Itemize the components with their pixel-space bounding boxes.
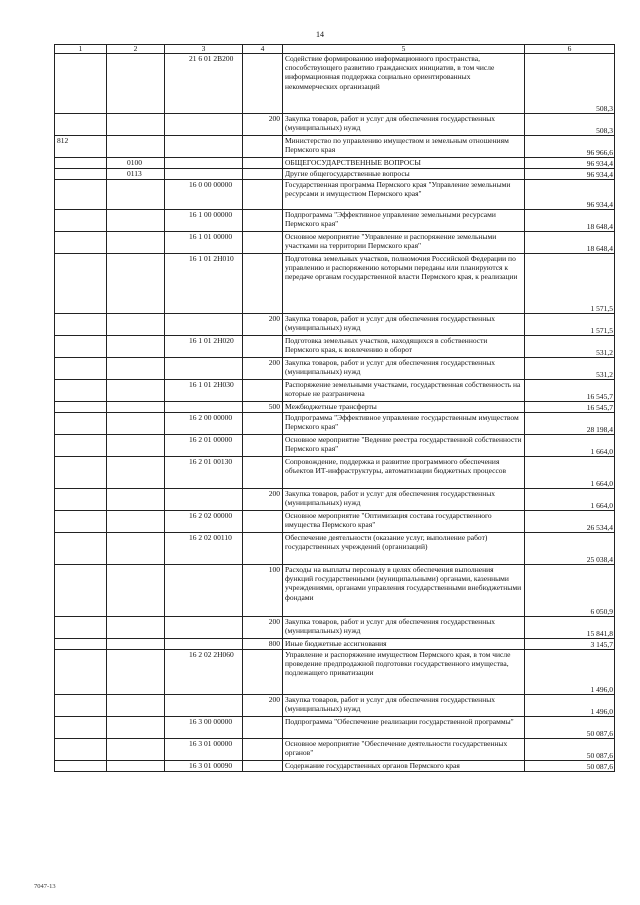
table-row <box>55 169 615 180</box>
cell-description: Содействие формированию информационного пространства, способствующего развитию гражданских инициатив, в том числе информационная поддержка социально ориентированных некоммерческих организаций <box>283 54 525 114</box>
table-row <box>55 511 615 533</box>
cell-target-code <box>165 169 243 180</box>
cell-section-code <box>107 254 165 314</box>
table-row <box>55 232 615 254</box>
cell-description: Сопровождение, поддержка и развитие программного обеспечения объектов ИТ-инфраструктуры, автоматизации бюджетных процессов <box>283 457 525 489</box>
cell-amount: 18 648,4 <box>525 232 615 254</box>
cell-ministry-code <box>55 232 107 254</box>
cell-section-code <box>107 650 165 695</box>
cell-section-code: 0100 <box>107 158 165 169</box>
cell-amount: 1 664,0 <box>525 457 615 489</box>
cell-section-code <box>107 617 165 639</box>
cell-target-code: 16 1 01 2Н030 <box>165 380 243 402</box>
cell-section-code <box>107 232 165 254</box>
table-row <box>55 695 615 717</box>
cell-section-code <box>107 136 165 158</box>
cell-expense-type <box>243 210 283 232</box>
cell-ministry-code <box>55 210 107 232</box>
cell-expense-type <box>243 180 283 210</box>
cell-description: Основное мероприятие "Ведение реестра государственной собственности Пермского края" <box>283 435 525 457</box>
cell-ministry-code <box>55 695 107 717</box>
cell-expense-type <box>243 717 283 739</box>
cell-description: Закупка товаров, работ и услуг для обеспечения государственных (муниципальных) нужд <box>283 617 525 639</box>
cell-amount: 508,3 <box>525 54 615 114</box>
cell-expense-type: 200 <box>243 314 283 336</box>
cell-ministry-code <box>55 180 107 210</box>
table-row <box>55 158 615 169</box>
cell-amount: 50 087,6 <box>525 717 615 739</box>
cell-expense-type: 200 <box>243 489 283 511</box>
cell-target-code <box>165 314 243 336</box>
table-row <box>55 761 615 772</box>
cell-ministry-code <box>55 717 107 739</box>
cell-description: Подпрограмма "Эффективное управление государственным имуществом Пермского края" <box>283 413 525 435</box>
cell-target-code <box>165 617 243 639</box>
cell-description: Подготовка земельных участков, находящихся в собственности Пермского края, к вовлечению в оборот <box>283 336 525 358</box>
cell-description: Основное мероприятие "Обеспечение деятельности государственных органов" <box>283 739 525 761</box>
cell-amount: 1 664,0 <box>525 489 615 511</box>
cell-section-code <box>107 761 165 772</box>
cell-ministry-code <box>55 533 107 565</box>
cell-amount: 18 648,4 <box>525 210 615 232</box>
cell-target-code <box>165 114 243 136</box>
cell-section-code <box>107 739 165 761</box>
cell-amount: 96 934,4 <box>525 180 615 210</box>
cell-ministry-code <box>55 158 107 169</box>
cell-amount: 6 050,9 <box>525 565 615 617</box>
cell-description: Министерство по управлению имуществом и земельным отношениям Пермского края <box>283 136 525 158</box>
cell-amount: 28 198,4 <box>525 413 615 435</box>
cell-ministry-code <box>55 336 107 358</box>
table-row <box>55 489 615 511</box>
table-row <box>55 114 615 136</box>
cell-section-code <box>107 435 165 457</box>
cell-description: ОБЩЕГОСУДАРСТВЕННЫЕ ВОПРОСЫ <box>283 158 525 169</box>
cell-expense-type <box>243 336 283 358</box>
cell-expense-type <box>243 232 283 254</box>
cell-description: Подпрограмма "Эффективное управление земельными ресурсами Пермского края" <box>283 210 525 232</box>
column-number: 5 <box>283 45 525 54</box>
table-row <box>55 210 615 232</box>
cell-section-code <box>107 54 165 114</box>
cell-expense-type <box>243 380 283 402</box>
table-row <box>55 336 615 358</box>
cell-amount: 50 087,6 <box>525 739 615 761</box>
cell-description: Закупка товаров, работ и услуг для обеспечения государственных (муниципальных) нужд <box>283 114 525 136</box>
table-row <box>55 739 615 761</box>
cell-amount: 508,3 <box>525 114 615 136</box>
cell-target-code: 16 2 01 00130 <box>165 457 243 489</box>
cell-expense-type <box>243 54 283 114</box>
cell-target-code <box>165 158 243 169</box>
column-number: 6 <box>525 45 615 54</box>
cell-target-code: 16 2 02 00110 <box>165 533 243 565</box>
cell-section-code <box>107 210 165 232</box>
cell-ministry-code <box>55 413 107 435</box>
cell-expense-type <box>243 435 283 457</box>
cell-target-code <box>165 136 243 158</box>
cell-ministry-code <box>55 54 107 114</box>
cell-section-code <box>107 180 165 210</box>
cell-amount: 1 664,0 <box>525 435 615 457</box>
cell-ministry-code <box>55 314 107 336</box>
page-number: 14 <box>316 30 324 39</box>
cell-ministry-code <box>55 114 107 136</box>
cell-target-code: 16 3 01 00000 <box>165 739 243 761</box>
cell-expense-type: 500 <box>243 402 283 413</box>
cell-target-code <box>165 695 243 717</box>
cell-target-code: 16 2 00 00000 <box>165 413 243 435</box>
cell-ministry-code <box>55 511 107 533</box>
cell-target-code: 16 2 01 00000 <box>165 435 243 457</box>
cell-description: Межбюджетные трансферты <box>283 402 525 413</box>
cell-amount: 16 545,7 <box>525 380 615 402</box>
cell-description: Закупка товаров, работ и услуг для обеспечения государственных (муниципальных) нужд <box>283 695 525 717</box>
cell-expense-type <box>243 254 283 314</box>
cell-amount: 1 571,5 <box>525 314 615 336</box>
table-row <box>55 457 615 489</box>
cell-amount: 1 571,5 <box>525 254 615 314</box>
cell-expense-type: 800 <box>243 639 283 650</box>
cell-expense-type <box>243 533 283 565</box>
column-number: 2 <box>107 45 165 54</box>
column-number: 3 <box>165 45 243 54</box>
cell-expense-type: 100 <box>243 565 283 617</box>
cell-expense-type: 200 <box>243 617 283 639</box>
cell-ministry-code <box>55 489 107 511</box>
table-row <box>55 717 615 739</box>
cell-description: Закупка товаров, работ и услуг для обеспечения государственных (муниципальных) нужд <box>283 358 525 380</box>
footer-document-code: 7047-13 <box>34 883 56 890</box>
cell-amount: 1 496,0 <box>525 650 615 695</box>
cell-target-code: 16 1 01 00000 <box>165 232 243 254</box>
table-row <box>55 254 615 314</box>
cell-target-code: 16 3 00 00000 <box>165 717 243 739</box>
cell-expense-type <box>243 457 283 489</box>
cell-amount: 50 087,6 <box>525 761 615 772</box>
cell-amount: 531,2 <box>525 358 615 380</box>
cell-section-code <box>107 489 165 511</box>
cell-target-code: 16 2 02 2Н060 <box>165 650 243 695</box>
cell-expense-type <box>243 761 283 772</box>
cell-description: Подготовка земельных участков, полномочия Российской Федерации по управлению и распоряжению которыми переданы или планируются к передаче органам государственной власти Пермского края, к реализации <box>283 254 525 314</box>
cell-section-code <box>107 695 165 717</box>
cell-expense-type: 200 <box>243 114 283 136</box>
cell-description: Управление и распоряжение имуществом Пермского края, в том числе проведение предпродажной подготовки государственного имущества, подлежащего приватизации <box>283 650 525 695</box>
cell-amount: 96 966,6 <box>525 136 615 158</box>
cell-section-code <box>107 336 165 358</box>
cell-ministry-code: 812 <box>55 136 107 158</box>
cell-ministry-code <box>55 761 107 772</box>
cell-amount: 25 038,4 <box>525 533 615 565</box>
table-row <box>55 639 615 650</box>
column-number: 4 <box>243 45 283 54</box>
cell-section-code <box>107 358 165 380</box>
cell-expense-type <box>243 136 283 158</box>
cell-section-code <box>107 717 165 739</box>
table-row <box>55 435 615 457</box>
cell-expense-type <box>243 739 283 761</box>
cell-amount: 15 841,8 <box>525 617 615 639</box>
cell-target-code: 16 1 00 00000 <box>165 210 243 232</box>
cell-amount: 3 145,7 <box>525 639 615 650</box>
cell-expense-type <box>243 413 283 435</box>
cell-amount: 16 545,7 <box>525 402 615 413</box>
cell-ministry-code <box>55 358 107 380</box>
table-row <box>55 650 615 695</box>
cell-target-code <box>165 358 243 380</box>
cell-target-code <box>165 565 243 617</box>
cell-section-code <box>107 314 165 336</box>
cell-description: Распоряжение земельными участками, государственная собственность на которые не разграничена <box>283 380 525 402</box>
cell-ministry-code <box>55 380 107 402</box>
cell-target-code: 16 2 02 00000 <box>165 511 243 533</box>
cell-target-code: 16 3 01 00090 <box>165 761 243 772</box>
cell-ministry-code <box>55 650 107 695</box>
table-row <box>55 358 615 380</box>
table-row <box>55 617 615 639</box>
cell-description: Основное мероприятие "Оптимизация состава государственного имущества Пермского края" <box>283 511 525 533</box>
cell-ministry-code <box>55 617 107 639</box>
cell-amount: 531,2 <box>525 336 615 358</box>
table-row <box>55 380 615 402</box>
cell-description: Закупка товаров, работ и услуг для обеспечения государственных (муниципальных) нужд <box>283 489 525 511</box>
cell-expense-type: 200 <box>243 358 283 380</box>
cell-ministry-code <box>55 254 107 314</box>
column-number: 1 <box>55 45 107 54</box>
cell-expense-type <box>243 158 283 169</box>
cell-description: Расходы на выплаты персоналу в целях обеспечения выполнения функций государственными (муниципальными) органами, казенными учреждениями, органами управления государственными внебюджетными фондами <box>283 565 525 617</box>
cell-target-code: 21 6 01 2В200 <box>165 54 243 114</box>
cell-ministry-code <box>55 565 107 617</box>
cell-section-code <box>107 380 165 402</box>
cell-expense-type <box>243 511 283 533</box>
cell-target-code <box>165 402 243 413</box>
cell-amount: 96 934,4 <box>525 158 615 169</box>
cell-description: Другие общегосударственные вопросы <box>283 169 525 180</box>
cell-description: Обеспечение деятельности (оказание услуг, выполнение работ) государственных учреждений (организаций) <box>283 533 525 565</box>
cell-section-code <box>107 114 165 136</box>
cell-section-code <box>107 565 165 617</box>
cell-section-code <box>107 402 165 413</box>
cell-section-code <box>107 413 165 435</box>
table-row <box>55 136 615 158</box>
cell-section-code <box>107 533 165 565</box>
table-row <box>55 533 615 565</box>
cell-target-code: 16 1 01 2Н010 <box>165 254 243 314</box>
cell-ministry-code <box>55 639 107 650</box>
table-row <box>55 565 615 617</box>
cell-section-code <box>107 639 165 650</box>
cell-target-code: 16 1 01 2Н020 <box>165 336 243 358</box>
cell-ministry-code <box>55 457 107 489</box>
cell-target-code <box>165 639 243 650</box>
cell-ministry-code <box>55 739 107 761</box>
cell-expense-type: 200 <box>243 695 283 717</box>
cell-section-code: 0113 <box>107 169 165 180</box>
cell-target-code: 16 0 00 00000 <box>165 180 243 210</box>
cell-ministry-code <box>55 402 107 413</box>
cell-description: Содержание государственных органов Пермского края <box>283 761 525 772</box>
cell-description: Государственная программа Пермского края "Управление земельными ресурсами и имуществом Пермского края" <box>283 180 525 210</box>
cell-ministry-code <box>55 169 107 180</box>
cell-amount: 26 534,4 <box>525 511 615 533</box>
cell-target-code <box>165 489 243 511</box>
cell-expense-type <box>243 650 283 695</box>
table-row <box>55 180 615 210</box>
column-number-row <box>55 45 615 54</box>
table-row <box>55 54 615 114</box>
table-row <box>55 314 615 336</box>
cell-amount: 1 496,0 <box>525 695 615 717</box>
cell-section-code <box>107 511 165 533</box>
cell-amount: 96 934,4 <box>525 169 615 180</box>
table-row <box>55 413 615 435</box>
cell-ministry-code <box>55 435 107 457</box>
cell-description: Закупка товаров, работ и услуг для обеспечения государственных (муниципальных) нужд <box>283 314 525 336</box>
cell-description: Иные бюджетные ассигнования <box>283 639 525 650</box>
cell-description: Подпрограмма "Обеспечение реализации государственной программы" <box>283 717 525 739</box>
cell-section-code <box>107 457 165 489</box>
cell-description: Основное мероприятие "Управление и распоряжение земельными участками на территории Пермского края" <box>283 232 525 254</box>
cell-expense-type <box>243 169 283 180</box>
budget-table <box>54 44 615 772</box>
table-row <box>55 402 615 413</box>
